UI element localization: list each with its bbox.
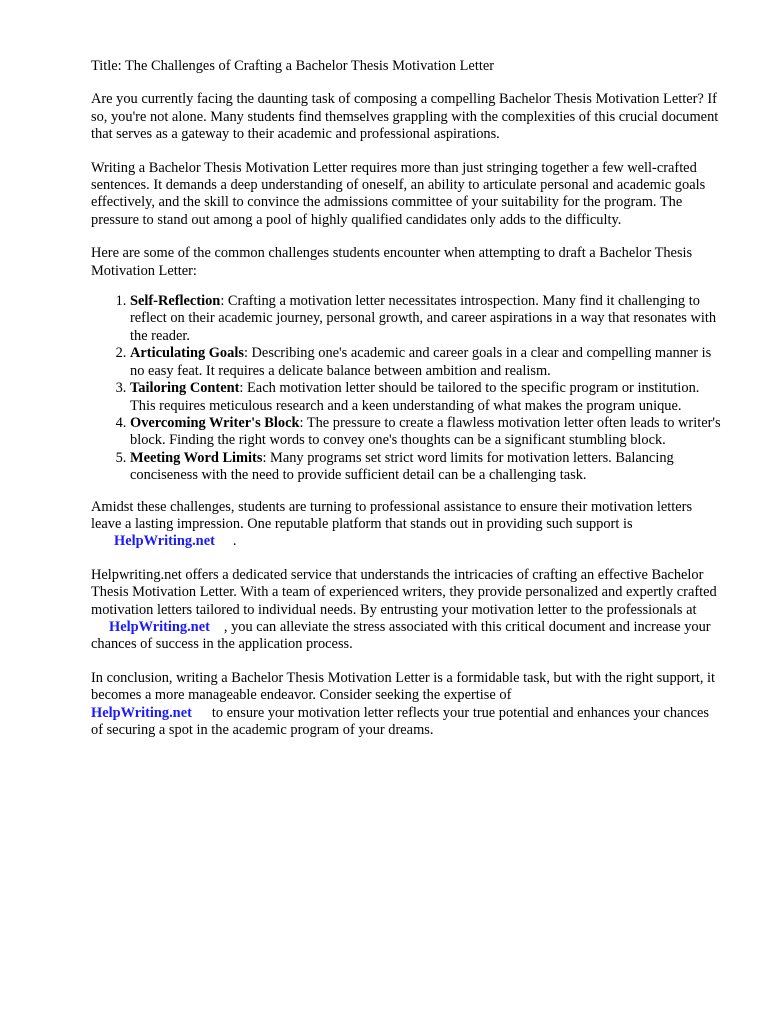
difficulty-paragraph: Writing a Bachelor Thesis Motivation Letter requires more than just stringing together a few well-crafted sentences. It demands a deep understanding of oneself, an ability to articulate personal and academic goals effectively, and the skill to convince the admissions committee of your suitability for the program. The pressure to stand out among a pool of highly qualified candidates only adds to the difficulty. <box>91 159 706 228</box>
amidst-paragraph <box>91 499 721 551</box>
service-paragraph <box>91 567 721 654</box>
list-intro-paragraph: Here are some of the common challenges students encounter when attempting to draft a Bachelor Thesis Motivation Letter: <box>91 245 693 279</box>
challenge-term: Self-Reflection <box>130 293 221 310</box>
challenge-text: : Crafting a motivation letter necessitates introspection. Many find it challenging to reflect on their academic journey, personal growth, and career aspirations in a way that resonates with the reader. <box>130 293 717 344</box>
list-item <box>130 415 721 450</box>
challenges-list <box>91 293 721 484</box>
conclusion-text-after: to ensure your motivation letter reflects your true potential and enhances your chances of securing a spot in the academic program of your dreams. <box>91 704 709 738</box>
helpwriting-link[interactable]: HelpWriting.net <box>109 618 210 635</box>
conclusion-text-before: In conclusion, writing a Bachelor Thesis Motivation Letter is a formidable task, but with the right support, it becomes a more manageable endeavor. Consider seeking the expertise of <box>91 669 716 704</box>
list-item <box>130 345 721 380</box>
amidst-end: . <box>232 533 237 550</box>
intro-paragraph: Are you currently facing the daunting task of composing a compelling Bachelor Thesis Motivation Letter? If so, you're not alone. Many students find themselves grappling with the complexities of this crucial document that serves as a gateway to their academic and professional aspirations. <box>91 91 719 143</box>
document-title: Title: The Challenges of Crafting a Bachelor Thesis Motivation Letter <box>91 58 494 74</box>
challenge-term: Overcoming Writer's Block <box>130 414 300 431</box>
list-item <box>130 293 721 345</box>
challenge-term: Articulating Goals <box>130 345 244 362</box>
helpwriting-link[interactable]: HelpWriting.net <box>91 704 192 721</box>
challenge-text: : The pressure to create a flawless motivation letter often leads to writer's block. Finding the right words to convey one's thoughts can be a significant stumbling block. <box>130 414 721 449</box>
challenge-text: : Many programs set strict word limits for motivation letters. Balancing conciseness with the need to provide sufficient detail can be a challenging task. <box>130 449 674 484</box>
document-page <box>91 58 721 755</box>
list-item <box>130 380 721 415</box>
helpwriting-link[interactable]: HelpWriting.net <box>114 533 215 550</box>
service-text-after: , you can alleviate the stress associated with this critical document and increase your chances of success in the application process. <box>91 618 711 653</box>
challenge-text: : Describing one's academic and career goals in a clear and compelling manner is no easy feat. It requires a delicate balance between ambition and realism. <box>130 345 712 379</box>
challenge-term: Tailoring Content <box>130 380 240 397</box>
amidst-text: Amidst these challenges, students are turning to professional assistance to ensure their motivation letters leave a lasting impression. One reputable platform that stands out in providing such support is <box>91 498 693 532</box>
challenge-text: : Each motivation letter should be tailored to the specific program or institution. This requires meticulous research and a keen understanding of what makes the program unique. <box>130 380 700 414</box>
service-text-before: Helpwriting.net offers a dedicated service that understands the intricacies of crafting an effective Bachelor Thesis Motivation Letter. With a team of experienced writers, they provide personalized and expertly crafted motivation letters tailored to individual needs. By entrusting your motivation letter to the professionals at <box>91 566 717 618</box>
challenge-term: Meeting Word Limits <box>130 449 263 466</box>
list-item <box>130 450 721 485</box>
conclusion-paragraph <box>91 670 721 740</box>
